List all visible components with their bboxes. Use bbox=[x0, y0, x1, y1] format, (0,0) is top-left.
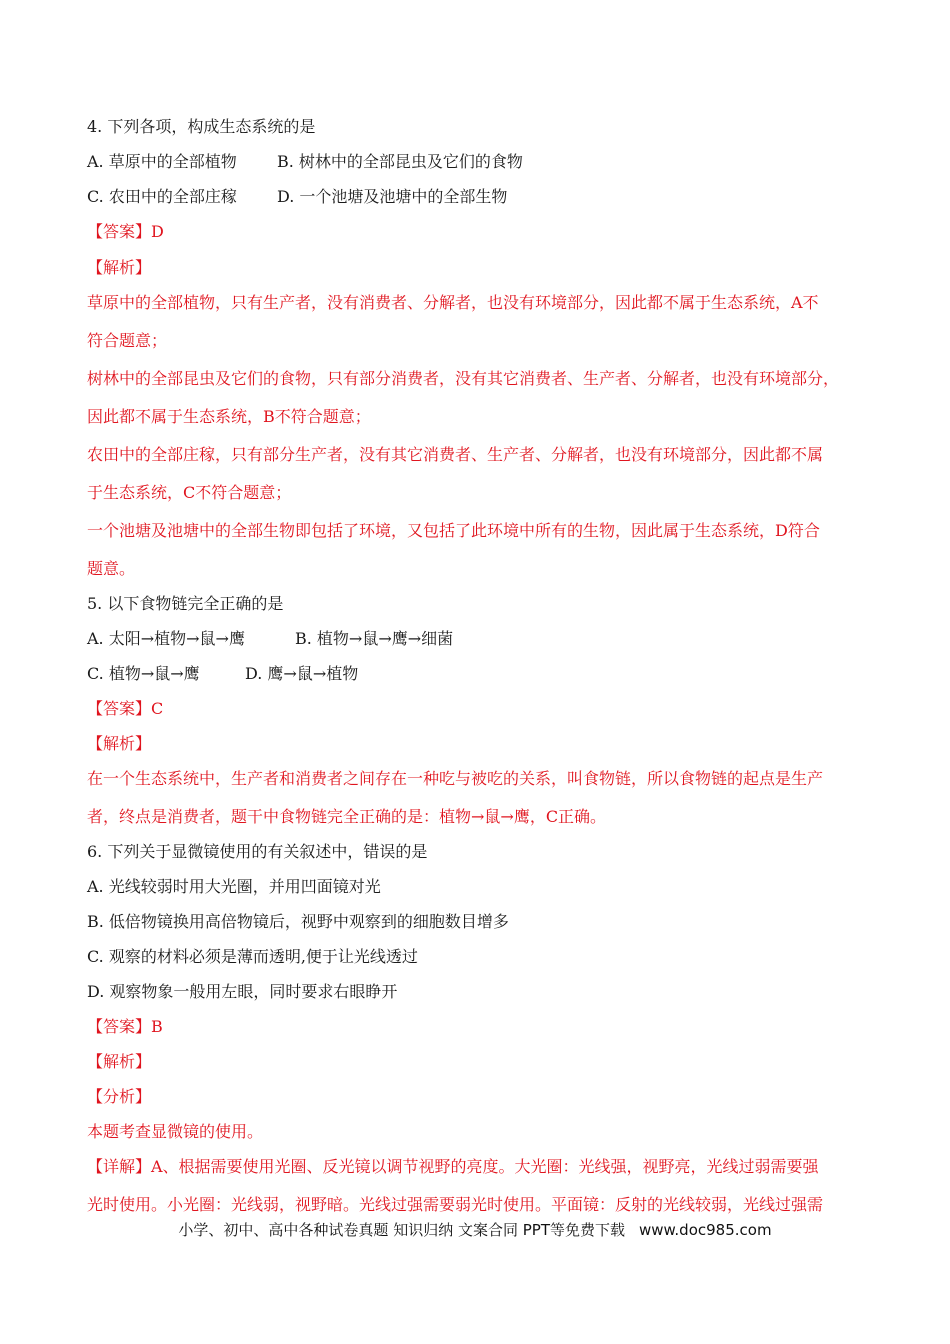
q4-answer: 【答案】D bbox=[87, 222, 164, 241]
q5-option-d: D. 鹰→鼠→植物 bbox=[245, 664, 359, 683]
q6-detail-line: 光时使用。小光圈：光线弱，视野暗。光线过强需要弱光时使用。平面镜：反射的光线较弱，光线过强需 bbox=[87, 1195, 824, 1214]
page-footer bbox=[0, 1219, 950, 1241]
q4-explanation-line: 草原中的全部植物，只有生产者，没有消费者、分解者，也没有环境部分，因此都不属于生态系统，A不 bbox=[87, 293, 819, 312]
q6-option-d: D. 观察物象一般用左眼，同时要求右眼睁开 bbox=[87, 982, 398, 1001]
q4-option-c: C. 农田中的全部庄稼 bbox=[87, 187, 237, 206]
q6-option-a: A. 光线较弱时用大光圈，并用凹面镜对光 bbox=[87, 877, 381, 896]
q4-explanation-line: 于生态系统，C不符合题意； bbox=[87, 483, 292, 502]
q5-analysis-label: 【解析】 bbox=[87, 734, 152, 753]
q4-stem: 4. 下列各项，构成生态系统的是 bbox=[87, 117, 316, 136]
q4-analysis-label: 【解析】 bbox=[87, 258, 152, 277]
q5-explanation-line: 在一个生态系统中，生产者和消费者之间存在一种吃与被吃的关系，叫食物链，所以食物链的起点是生产 bbox=[87, 769, 824, 788]
q5-option-b: B. 植物→鼠→鹰→细菌 bbox=[295, 629, 454, 648]
q6-option-b: B. 低倍物镜换用高倍物镜后，视野中观察到的细胞数目增多 bbox=[87, 912, 509, 931]
q4-explanation-line: 因此都不属于生态系统，B不符合题意； bbox=[87, 407, 371, 426]
q4-explanation-line: 农田中的全部庄稼，只有部分生产者，没有其它消费者、生产者、分解者，也没有环境部分，因此都不属 bbox=[87, 445, 824, 464]
q4-explanation-line: 一个池塘及池塘中的全部生物即包括了环境，又包括了此环境中所有的生物，因此属于生态系统，D符合 bbox=[87, 521, 820, 540]
q4-option-d: D. 一个池塘及池塘中的全部生物 bbox=[277, 187, 508, 206]
q4-explanation-line: 符合题意； bbox=[87, 331, 168, 350]
q5-option-a: A. 太阳→植物→鼠→鹰 bbox=[87, 629, 245, 648]
q4-option-b: B. 树林中的全部昆虫及它们的食物 bbox=[277, 152, 523, 171]
q6-fenxi-label: 【分析】 bbox=[87, 1087, 152, 1106]
q6-analysis-label: 【解析】 bbox=[87, 1052, 152, 1071]
q4-explanation-line: 题意。 bbox=[87, 559, 136, 578]
q4-explanation-line: 树林中的全部昆虫及它们的食物，只有部分消费者，没有其它消费者、生产者、分解者，也没有环境部分， bbox=[87, 369, 840, 388]
q6-option-c: C. 观察的材料必须是薄而透明,便于让光线透过 bbox=[87, 947, 418, 966]
q5-explanation-line: 者，终点是消费者，题干中食物链完全正确的是：植物→鼠→鹰，C正确。 bbox=[87, 807, 607, 826]
q5-option-c: C. 植物→鼠→鹰 bbox=[87, 664, 200, 683]
q5-options-cd bbox=[87, 663, 877, 685]
q4-option-a: A. 草原中的全部植物 bbox=[87, 152, 237, 171]
q6-stem: 6. 下列关于显微镜使用的有关叙述中，错误的是 bbox=[87, 842, 428, 861]
q6-fenxi-text: 本题考查显微镜的使用。 bbox=[87, 1122, 264, 1141]
q5-options-ab bbox=[87, 628, 877, 650]
q4-options-cd bbox=[87, 186, 877, 208]
footer-url[interactable]: www.doc985.com bbox=[638, 1221, 772, 1239]
q6-detail-line: 【详解】A、根据需要使用光圈、反光镜以调节视野的亮度。大光圈：光线强，视野亮，光线过弱需要强 bbox=[87, 1157, 819, 1176]
q6-answer: 【答案】B bbox=[87, 1017, 163, 1036]
q5-stem: 5. 以下食物链完全正确的是 bbox=[87, 594, 284, 613]
footer-text: 小学、初中、高中各种试卷真题 知识归纳 文案合同 PPT等免费下载 bbox=[178, 1221, 625, 1239]
q4-options-ab bbox=[87, 151, 877, 173]
q5-answer: 【答案】C bbox=[87, 699, 164, 718]
